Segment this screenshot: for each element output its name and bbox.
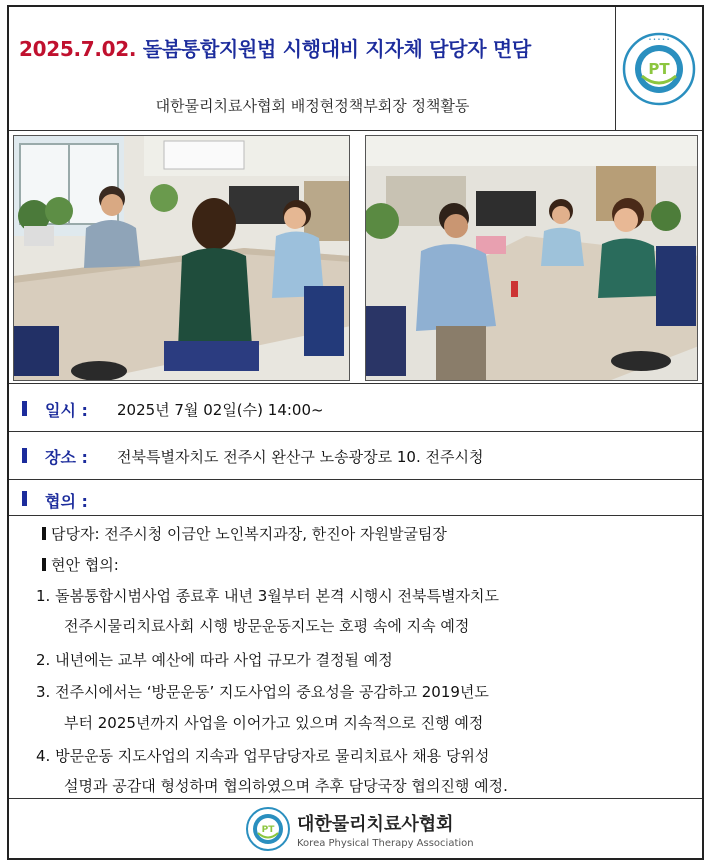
title-date: 2025.7.02. — [19, 37, 137, 61]
title-text: 돌봄통합지원법 시행대비 지자체 담당자 면담 — [142, 37, 531, 61]
footer-logo-group — [245, 806, 474, 852]
discussion-body — [9, 516, 702, 799]
agenda-bullet — [42, 558, 46, 571]
agenda-label: 현안 협의: — [51, 556, 119, 574]
list-item-2-line-1: 2. 내년에는 교부 예산에 따라 사업 규모가 결정될 예정 — [36, 651, 393, 669]
meeting-photo-left — [13, 135, 350, 381]
discussion-label: 협의 : — [45, 492, 88, 511]
date-value: 2025년 7월 02일(수) 14:00~ — [117, 401, 324, 419]
kpta-footer-emblem-icon — [245, 806, 291, 852]
svg-text:PT: PT — [648, 60, 670, 78]
svg-text:• • • • •: • • • • • — [648, 37, 670, 43]
attendees-text: 담당자: 전주시청 이금안 노인복지과장, 한진아 자원발굴팀장 — [51, 525, 447, 543]
list-item-3-line-2: 부터 2025년까지 사업을 이어가고 있으며 지속적으로 진행 예정 — [64, 714, 484, 732]
footer — [9, 799, 702, 858]
list-item-1-line-2: 전주시물리치료사회 시행 방문운동지도는 호평 속에 지속 예정 — [64, 617, 470, 635]
list-item-1-line-1: 1. 돌봄통합시범사업 종료후 내년 3월부터 본격 시행시 전북특별자치도 — [36, 587, 499, 605]
date-bullet-bar — [22, 401, 27, 416]
place-row — [9, 432, 702, 480]
header-logo — [616, 7, 702, 131]
list-item-3-line-1: 3. 전주시에서는 ‘방문운동’ 지도사업의 중요성을 공감하고 2019년도 — [36, 683, 489, 701]
discussion-row — [9, 480, 702, 516]
photo-section — [9, 131, 702, 384]
title-box — [9, 7, 616, 131]
discussion-bullet-bar — [22, 491, 27, 506]
list-item-4-line-1: 4. 방문운동 지도사업의 지속과 업무담당자로 물리치료사 채용 당위성 — [36, 747, 490, 765]
kpta-emblem-icon — [622, 32, 696, 106]
place-label: 장소 : — [45, 448, 88, 467]
place-bullet-bar — [22, 448, 27, 463]
org-name-english: Korea Physical Therapy Association — [297, 837, 474, 849]
meeting-photo-right — [365, 135, 698, 381]
page-subtitle: 대한물리치료사협회 배정현정책부회장 정책활동 — [155, 97, 470, 115]
svg-text:PT: PT — [261, 825, 275, 835]
document-page — [7, 5, 704, 860]
date-label: 일시 : — [45, 401, 88, 420]
page-title — [19, 33, 531, 62]
org-name-korean: 대한물리치료사협회 — [297, 813, 454, 835]
header — [9, 7, 702, 131]
place-value: 전북특별자치도 전주시 완산구 노송광장로 10. 전주시청 — [117, 448, 484, 466]
attendees-bullet — [42, 527, 46, 540]
list-item-4-line-2: 설명과 공감대 형성하며 협의하였으며 추후 담당국장 협의진행 예정. — [64, 777, 508, 795]
date-row — [9, 384, 702, 432]
